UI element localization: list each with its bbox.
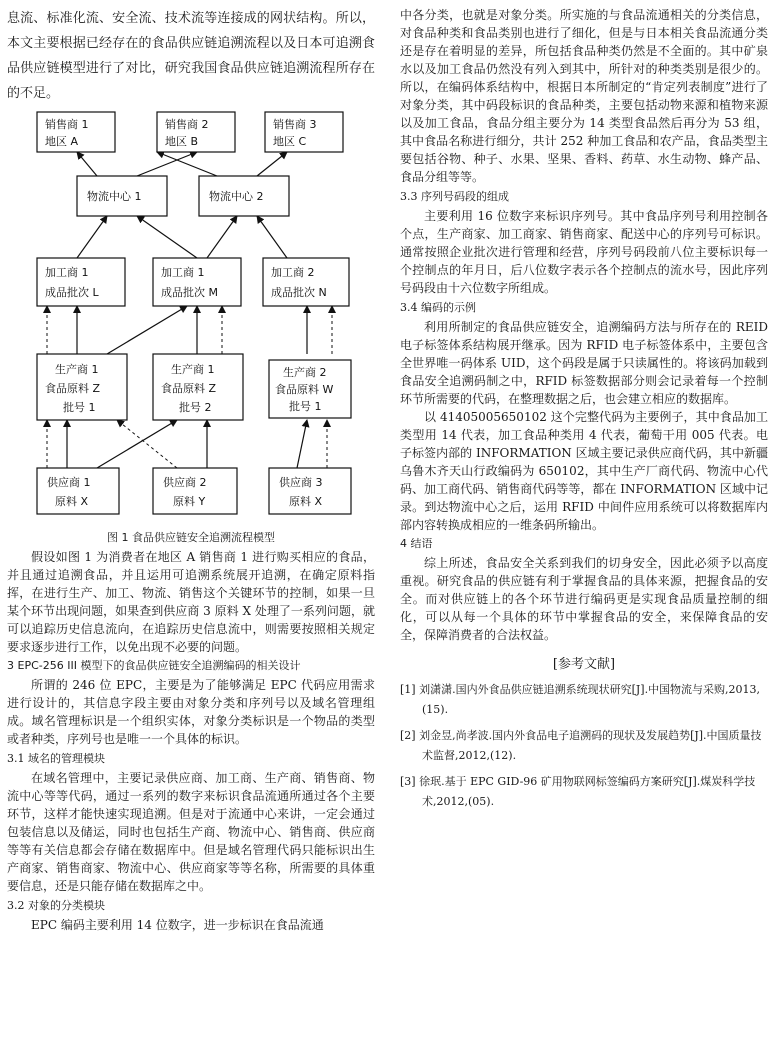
producer-2-line1: 生产商 1 xyxy=(171,363,215,376)
continued-paragraph: 中各分类，也就是对象分类。所实施的与食品流通相关的分类信息，对食品种类和食品类别也进行了细化，但是与日本相关食品流通分类还是存在着明显的差异，所包括食品种类仍然是不全面的。其中矿泉水以及加工食品仍然没有列入到其中，所针对的种类类别是很少的。所以，在编码体系结构中，根据日本所制定的“肯定列表制度”进行了对象分类，其中码段标识的食品种类，主要包括动物来源和植物来源以及加工食品，食品分组主要分为 14 类型食品然后再分为 53 组，其中食品名称进行细分，共计 252 种加工食品和农产品，食品类型主要包括谷物、种子、水果、坚果、香料、药草、水生动物、蜂产品、食品分组等等。 xyxy=(400,8,768,184)
producer-3-line3: 批号 1 xyxy=(289,400,322,413)
section-3-3-paragraph: 主要利用 16 位数字来标识序列号。其中食品序列号利用控制各个点，生产商家、加工商家、销售商家、配送中心的序列号可标识。通常按照企业批次进行管理和经营，序列号码段前八位主要标识每一个控制点的年月日，后八位数字表示各个控制点的流水号，因此序列号码段由十六位数字所组成。 xyxy=(400,209,768,295)
processor-3-line2: 成品批次 N xyxy=(271,286,327,299)
distributor-3-line1: 销售商 3 xyxy=(273,118,317,131)
conclusion-paragraph: 综上所述，食品安全关系到我们的切身安全，因此必须予以高度重视。研究食品的供应链有利于掌握食品的具体来源，把握食品的安全。而对供应链上的各个环节进行编码更是实现食品质量控制的细化，可以从每一个具体的环节中掌握食品的安全，来保障食品的安全，保障消费者的合法权益。 xyxy=(400,556,768,642)
section-3-paragraph: 所谓的 246 位 EPC，主要是为了能够满足 EPC 代码应用需求进行设计的，其信息字段主要由对象分类和序列号以及域名管理组成。域名管理标识是一个组织实体，对象分类标识是一个物品的类型或者种类，序列号也是唯一一个具体的标识。 xyxy=(7,678,375,746)
processor-3-line1: 加工商 2 xyxy=(271,266,315,279)
distributor-3-line2: 地区 C xyxy=(273,135,307,148)
section-3-1-heading: 3.1 域名的管理模块 xyxy=(7,752,105,765)
logistics-1-label: 物流中心 1 xyxy=(87,190,142,203)
producer-2-line3: 批号 2 xyxy=(179,401,212,414)
section-3-1-paragraph: 在域名管理中，主要记录供应商、加工商、生产商、销售商、物流中心等等代码，通过一系列的数字来标识食品流通所通过各个主要环节，这样才能快速实现追溯。但是对于流通中心来讲，一定会通过包装信息以及储运，同时也包括生产商、物流中心、销售商、供应商等等有关信息都会存储在数据库中。但是域名管理代码只能标识出生产商家、销售商家、物流中心、供应商家等等名称，所需要的具体重要信息，还是只能存储在数据库之中。 xyxy=(7,771,375,893)
distributor-1-line2: 地区 A xyxy=(45,135,79,148)
producer-1-line3: 批号 1 xyxy=(63,401,96,414)
section-3-2-heading: 3.2 对象的分类模块 xyxy=(7,899,105,912)
figure-caption: 图 1 食品供应链安全追溯流程模型 xyxy=(107,531,275,544)
processor-2-line1: 加工商 1 xyxy=(161,266,205,279)
section-3-2-paragraph: EPC 编码主要利用 14 位数字，进一步标识在食品流通 xyxy=(31,918,324,932)
reference-3: [3] 徐珉.基于 EPC GID-96 矿用物联网标签编码方案研究[J].煤炭科学技术,2012,(05). xyxy=(400,775,756,808)
intro-paragraph: 息流、标准化流、安全流、技术流等连接成的网状结构。所以，本文主要根据已经存在的食品供应链追溯流程以及日本可追溯食品供应链模型进行了对比，研究我国食品供应链追溯流程所存在的不足。 xyxy=(7,11,375,101)
right-column xyxy=(400,6,768,818)
left-column xyxy=(7,6,375,934)
supplier-3-line2: 原料 X xyxy=(289,495,323,508)
section-3-4-paragraph-a: 利用所制定的食品供应链安全，追溯编码方法与所存在的 REID 电子标签体系结构展开继承。因为 RFID 电子标签体系中，主要包含全世界唯一码体系 UID，这个码段是属于只读属性的。将该码加载到食品安全追溯码制之中，RFID 标签数据部分则会记录着每一个控制环节所需要的代码，在整理数据之后，也会建立相应的数据库。 xyxy=(400,320,768,406)
producer-1-line2: 食品原料 Z xyxy=(45,382,101,395)
reference-2: [2] 刘金昱,尚孝波.国内外食品电子追溯码的现状及发展趋势[J].中国质量技术监督,2012,(12). xyxy=(400,729,762,762)
producer-1-line1: 生产商 1 xyxy=(55,363,99,376)
section-3-4-paragraph-b: 以 41405005650102 这个完整代码为主要例子，其中食品加工类型用 14 代表，加工食品种类用 4 代表，葡萄干用 005 代表。电子标签内部的 INFORMATION 区域主要记录供应商代码，其中新疆乌鲁木齐天山行政编码为 650102，其中生产厂商代码、物流中心代码、加工商代码、销售商代码等等，都在 INFORMATION 区域中记录。到达物流中心之后，运用 RFID 中间件应用系统可以将数据库内部内容转换成相应的一维条码所输出。 xyxy=(400,410,768,532)
processor-2-line2: 成品批次 M xyxy=(161,286,218,299)
supplier-2-line2: 原料 Y xyxy=(173,495,206,508)
section-4-heading: 4 结语 xyxy=(400,537,433,550)
figure-1 xyxy=(7,108,375,528)
supplier-1-line1: 供应商 1 xyxy=(47,476,91,489)
references-title: [参考文献] xyxy=(552,657,616,672)
producer-3-line1: 生产商 2 xyxy=(283,366,327,379)
producer-2-line2: 食品原料 Z xyxy=(161,382,217,395)
distributor-2-line2: 地区 B xyxy=(165,135,199,148)
distributor-2-line1: 销售商 2 xyxy=(165,118,209,131)
section-3-3-heading: 3.3 序列号码段的组成 xyxy=(400,190,509,203)
supplier-1-line2: 原料 X xyxy=(55,495,89,508)
section-3-4-heading: 3.4 编码的示例 xyxy=(400,301,476,314)
paragraph-after-figure: 假设如图 1 为消费者在地区 A 销售商 1 进行购买相应的食品，并且通过追溯食品，并且运用可追溯系统展开追溯，在确定原料指挥，在进行生产、加工、物流、销售这个关键环节的控制，如果一旦某个环节出现问题，如果查到供应商 3 原料 X 处理了一系列问题，就可以追踪历史信息流向，在追踪历史信息流中，则需要按照相关规定要求逐步进行工作，以免出现不必要的问题。 xyxy=(7,550,375,654)
section-3-heading: 3 EPC-256 III 模型下的食品供应链安全追溯编码的相关设计 xyxy=(7,659,301,672)
supplier-3-line1: 供应商 3 xyxy=(279,476,323,489)
processor-1-line1: 加工商 1 xyxy=(45,266,89,279)
flow-diagram xyxy=(7,108,375,528)
producer-3-line2: 食品原料 W xyxy=(275,383,334,396)
supplier-2-line1: 供应商 2 xyxy=(163,476,207,489)
processor-1-line2: 成品批次 L xyxy=(45,286,99,299)
distributor-1-line1: 销售商 1 xyxy=(45,118,89,131)
logistics-2-label: 物流中心 2 xyxy=(209,190,264,203)
reference-1: [1] 刘潇潇.国内外食品供应链追溯系统现状研究[J].中国物流与采购,2013,(15). xyxy=(400,683,761,716)
